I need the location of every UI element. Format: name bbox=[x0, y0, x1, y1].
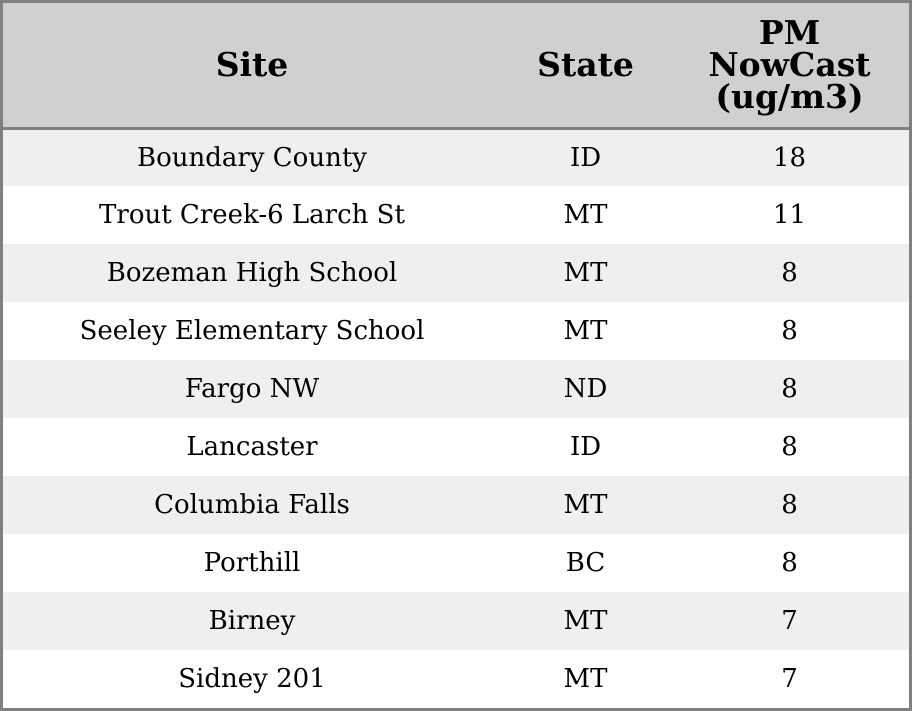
cell-site: Columbia Falls bbox=[154, 490, 350, 520]
cell-site: Boundary County bbox=[137, 142, 367, 173]
column-header-pm-line-2: NowCast bbox=[708, 44, 871, 84]
cell-pm-nowcast: 18 bbox=[772, 142, 807, 173]
cell-pm-nowcast: 8 bbox=[781, 374, 798, 404]
cell-state: ND bbox=[563, 374, 608, 404]
cell-state: MT bbox=[563, 606, 608, 636]
cell-state: MT bbox=[563, 664, 608, 694]
cell-state: BC bbox=[565, 548, 606, 578]
table-row bbox=[3, 186, 909, 244]
cell-pm-nowcast: 11 bbox=[772, 200, 807, 230]
column-header-site bbox=[3, 3, 501, 128]
cell-pm-nowcast: 8 bbox=[781, 490, 798, 520]
cell-state: ID bbox=[569, 142, 602, 173]
cell-state: MT bbox=[563, 490, 608, 520]
table-row bbox=[3, 418, 909, 476]
cell-state: MT bbox=[563, 316, 608, 346]
table-row bbox=[3, 476, 909, 534]
cell-state: ID bbox=[569, 432, 602, 462]
cell-pm-nowcast: 8 bbox=[781, 548, 798, 578]
table-row bbox=[3, 534, 909, 592]
cell-site: Porthill bbox=[203, 548, 301, 578]
cell-state: MT bbox=[563, 200, 608, 230]
pm-nowcast-table bbox=[3, 3, 909, 708]
table-row bbox=[3, 128, 909, 186]
cell-site: Birney bbox=[208, 606, 296, 636]
cell-pm-nowcast: 8 bbox=[781, 432, 798, 462]
table-body bbox=[3, 128, 909, 708]
column-header-pm-line-3: (ug/m3) bbox=[715, 76, 864, 116]
cell-pm-nowcast: 8 bbox=[781, 258, 798, 288]
cell-state: MT bbox=[563, 258, 608, 288]
cell-site: Sidney 201 bbox=[178, 664, 326, 694]
table-row bbox=[3, 360, 909, 418]
cell-site: Bozeman High School bbox=[106, 258, 398, 288]
cell-site: Trout Creek-6 Larch St bbox=[99, 200, 405, 230]
cell-site: Fargo NW bbox=[184, 374, 320, 404]
column-header-state bbox=[501, 3, 670, 128]
column-header-state-text: State bbox=[537, 44, 634, 84]
table-row bbox=[3, 650, 909, 708]
cell-pm-nowcast: 7 bbox=[781, 606, 798, 636]
table-row bbox=[3, 592, 909, 650]
cell-pm-nowcast: 8 bbox=[781, 316, 798, 346]
table-row bbox=[3, 244, 909, 302]
column-header-site-text: Site bbox=[215, 44, 289, 84]
column-header-pm-nowcast bbox=[670, 3, 909, 128]
table-row bbox=[3, 302, 909, 360]
table-header bbox=[3, 3, 909, 128]
cell-pm-nowcast: 7 bbox=[781, 664, 798, 694]
cell-site: Seeley Elementary School bbox=[79, 316, 425, 346]
cell-site: Lancaster bbox=[186, 432, 318, 462]
header-row bbox=[3, 3, 909, 128]
column-header-pm-line-1: PM bbox=[758, 12, 821, 52]
